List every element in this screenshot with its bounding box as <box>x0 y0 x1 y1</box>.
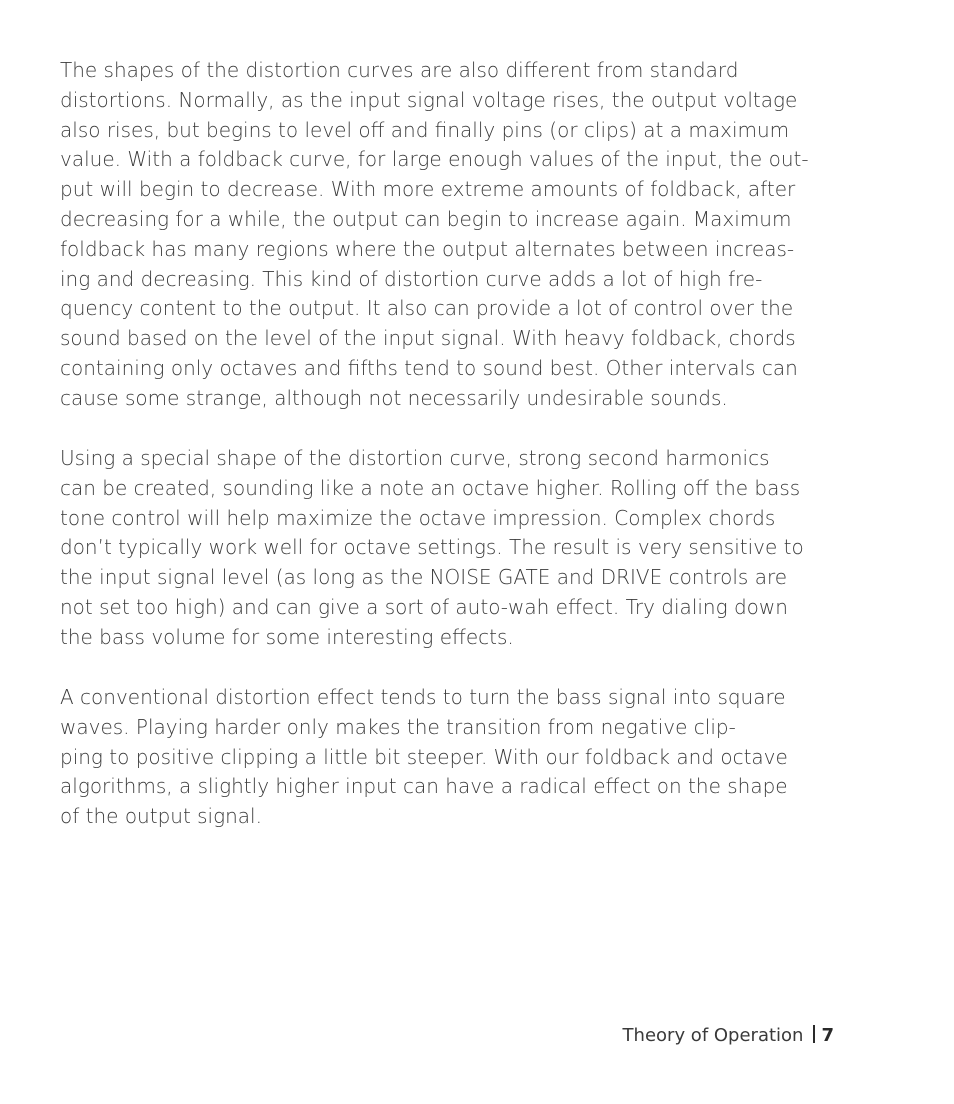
text-line: tone control will help maximize the octave impression. Complex chords <box>60 505 776 530</box>
text-line: ping to positive clipping a little bit steeper. With our foldback and octave <box>60 744 788 769</box>
text-line: not set too high) and can give a sort of auto-wah effect. Try dialing down <box>60 594 788 619</box>
page-number: 7 <box>821 1025 834 1046</box>
text-line: value. With a foldback curve, for large enough values of the input, the out- <box>60 147 809 172</box>
text-line: containing only octaves and fifths tend to sound best. Other intervals can <box>60 355 798 380</box>
text-line: sound based on the level of the input signal. With heavy foldback, chords <box>60 326 796 351</box>
footer-section-title: Theory of Operation <box>622 1025 804 1046</box>
text-line: of the output signal. <box>60 804 262 829</box>
text-line: decreasing for a while, the output can begin to increase again. Maximum <box>60 206 792 231</box>
text-line: the bass volume for some interesting effects. <box>60 624 514 649</box>
text-line: A conventional distortion effect tends to turn the bass signal into square <box>60 685 786 709</box>
text-line: Using a special shape of the distortion curve, strong second harmonics <box>60 446 770 470</box>
text-line: quency content to the output. It also can provide a lot of control over the <box>60 296 794 321</box>
text-line: don’t typically work well for octave settings. The result is very sensitive to <box>60 535 804 560</box>
text-line: ing and decreasing. This kind of distortion curve adds a lot of high fre- <box>60 266 763 291</box>
text-line: put will begin to decrease. With more extreme amounts of foldback, after <box>60 177 796 202</box>
text-line: foldback has many regions where the output alternates between increas- <box>60 236 795 261</box>
text-line: also rises, but begins to level off and finally pins (or clips) at a maximum <box>60 117 790 142</box>
text-line: cause some strange, although not necessarily undesirable sounds. <box>60 385 728 410</box>
text-line: waves. Playing harder only makes the transition from negative clip- <box>60 714 736 739</box>
paragraph-conventional-distortion <box>60 683 860 832</box>
text-line: the input signal level (as long as the NOISE GATE and DRIVE controls are <box>60 565 788 590</box>
page-footer <box>623 1022 834 1050</box>
paragraph-octave-harmonics <box>60 444 860 653</box>
text-line: can be created, sounding like a note an octave higher. Rolling off the bass <box>60 475 801 500</box>
text-line: algorithms, a slightly higher input can have a radical effect on the shape <box>60 774 788 799</box>
text-line: distortions. Normally, as the input signal voltage rises, the output voltage <box>60 87 798 112</box>
paragraph-foldback-curves <box>60 56 860 414</box>
footer-separator <box>813 1025 815 1043</box>
text-line: The shapes of the distortion curves are also different from standard <box>60 58 739 82</box>
